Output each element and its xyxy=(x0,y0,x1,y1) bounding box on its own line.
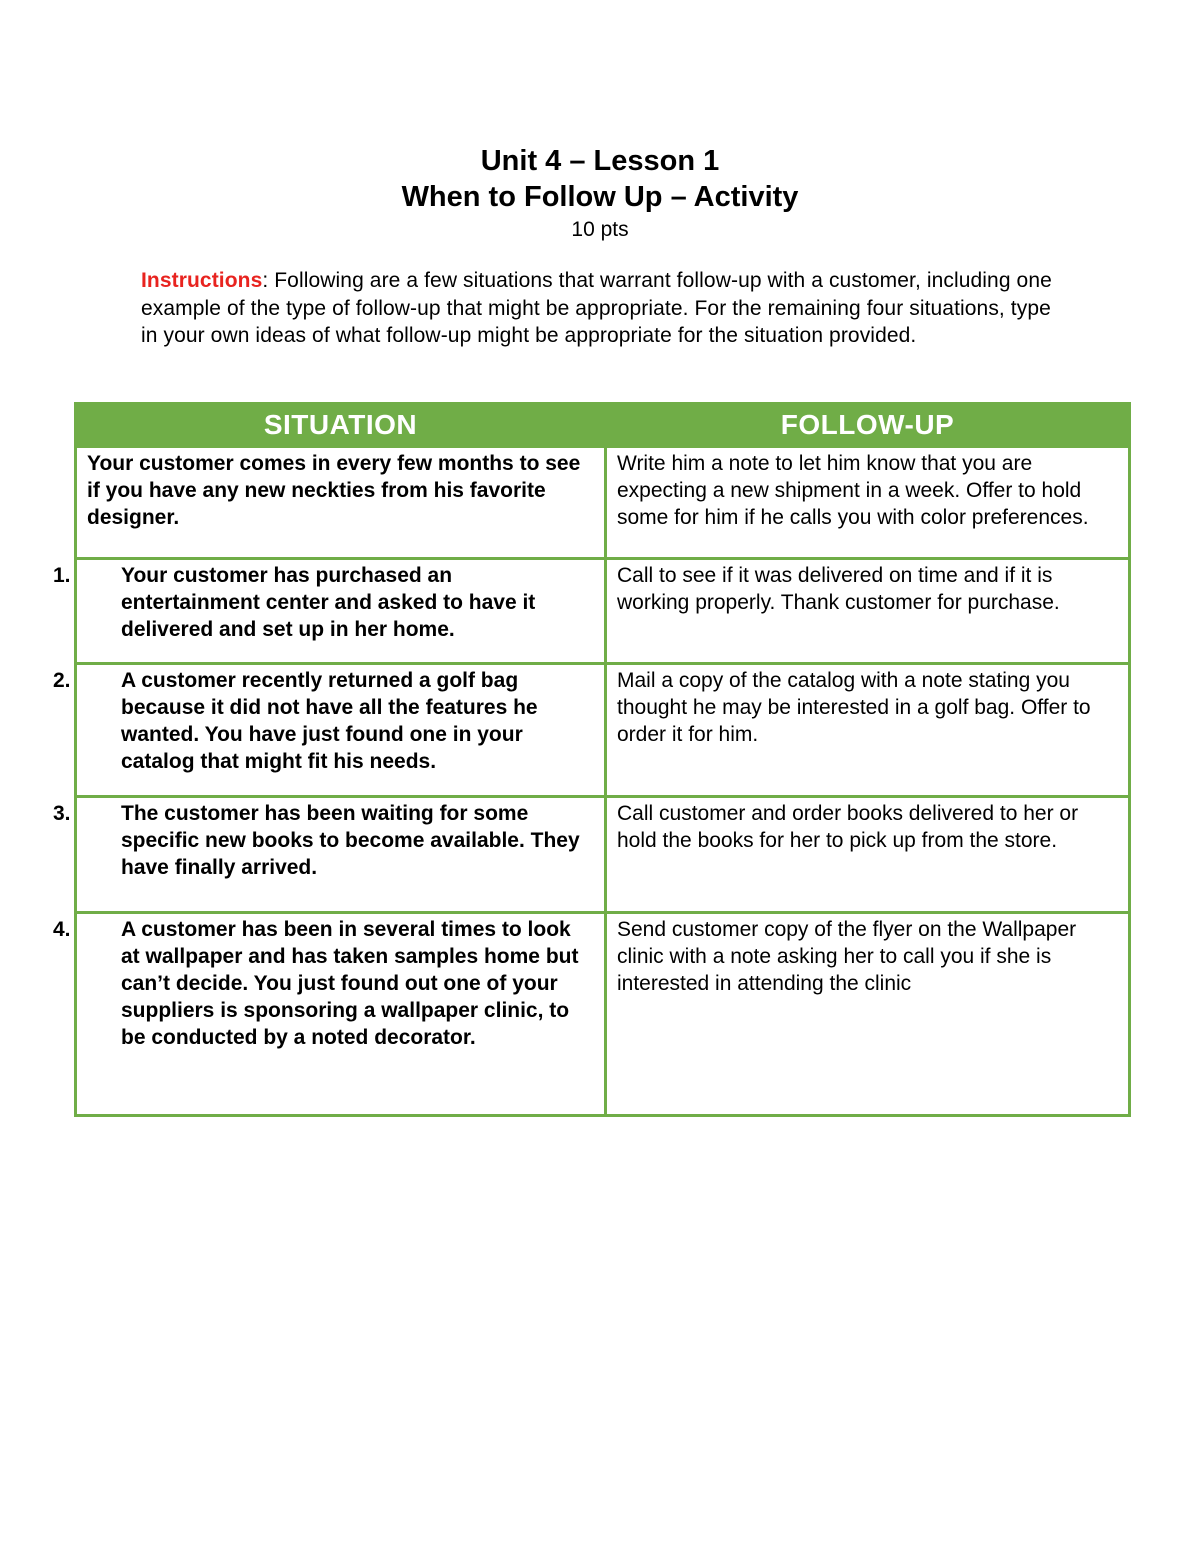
instructions-label: Instructions xyxy=(141,269,263,292)
situation-number: 4. xyxy=(53,918,71,941)
followup-cell[interactable]: Call customer and order books delivered to her or hold the books for her to pick up from the store. xyxy=(606,797,1130,913)
example-situation-cell: Your customer comes in every few months to see if you have any new neckties from his favorite designer. xyxy=(76,447,606,559)
table-header-row xyxy=(76,404,1130,447)
followup-cell[interactable]: Call to see if it was delivered on time and if it is working properly. Thank customer for purchase. xyxy=(606,559,1130,664)
situation-cell xyxy=(53,664,606,797)
situation-text: Your customer has purchased an entertainment center and asked to have it delivered and set up in her home. xyxy=(121,564,536,641)
situation-text: A customer recently returned a golf bag because it did not have all the features he wanted. You have just found one in your catalog that might fit his needs. xyxy=(121,669,538,773)
table-row xyxy=(76,913,1130,1116)
situation-cell xyxy=(53,797,606,913)
situation-text: The customer has been waiting for some specific new books to become available. They have finally arrived. xyxy=(121,802,580,879)
title-block xyxy=(0,143,1200,245)
table-row xyxy=(76,797,1130,913)
points-label: 10 pts xyxy=(571,218,629,241)
situation-number: 3. xyxy=(53,802,71,825)
situation-column-header: SITUATION xyxy=(76,404,606,447)
instructions-text: : Following are a few situations that warrant follow-up with a customer, including one example of the type of follow-up that might be appropriate. For the remaining four situations, type in your own ideas of what follow-up might be appropriate for the situation provided. xyxy=(141,269,1052,347)
example-row xyxy=(76,447,1130,559)
activity-table xyxy=(53,402,1131,1117)
situation-text: A customer has been in several times to look at wallpaper and has taken samples home but can’t decide. You just found out one of your suppliers is sponsoring a wallpaper clinic, to be conducted by a noted decorator. xyxy=(121,918,579,1049)
example-followup-cell[interactable]: Write him a note to let him know that you are expecting a new shipment in a week. Offer to hold some for him if he calls you with color preferences. xyxy=(606,447,1130,559)
followup-column-header: FOLLOW-UP xyxy=(606,404,1130,447)
table-row xyxy=(76,559,1130,664)
followup-cell[interactable]: Mail a copy of the catalog with a note stating you thought he may be interested in a golf bag. Offer to order it for him. xyxy=(606,664,1130,797)
situation-cell xyxy=(53,913,606,1116)
situation-cell xyxy=(53,559,606,664)
situation-number: 2. xyxy=(53,669,71,692)
table-row xyxy=(76,664,1130,797)
unit-lesson-title: Unit 4 – Lesson 1 xyxy=(480,145,720,177)
instructions-paragraph xyxy=(141,267,1071,350)
situation-number: 1. xyxy=(53,564,71,587)
followup-cell[interactable]: Send customer copy of the flyer on the Wallpaper clinic with a note asking her to call you if she is interested in attending the clinic xyxy=(606,913,1130,1116)
activity-title: When to Follow Up – Activity xyxy=(401,181,799,213)
